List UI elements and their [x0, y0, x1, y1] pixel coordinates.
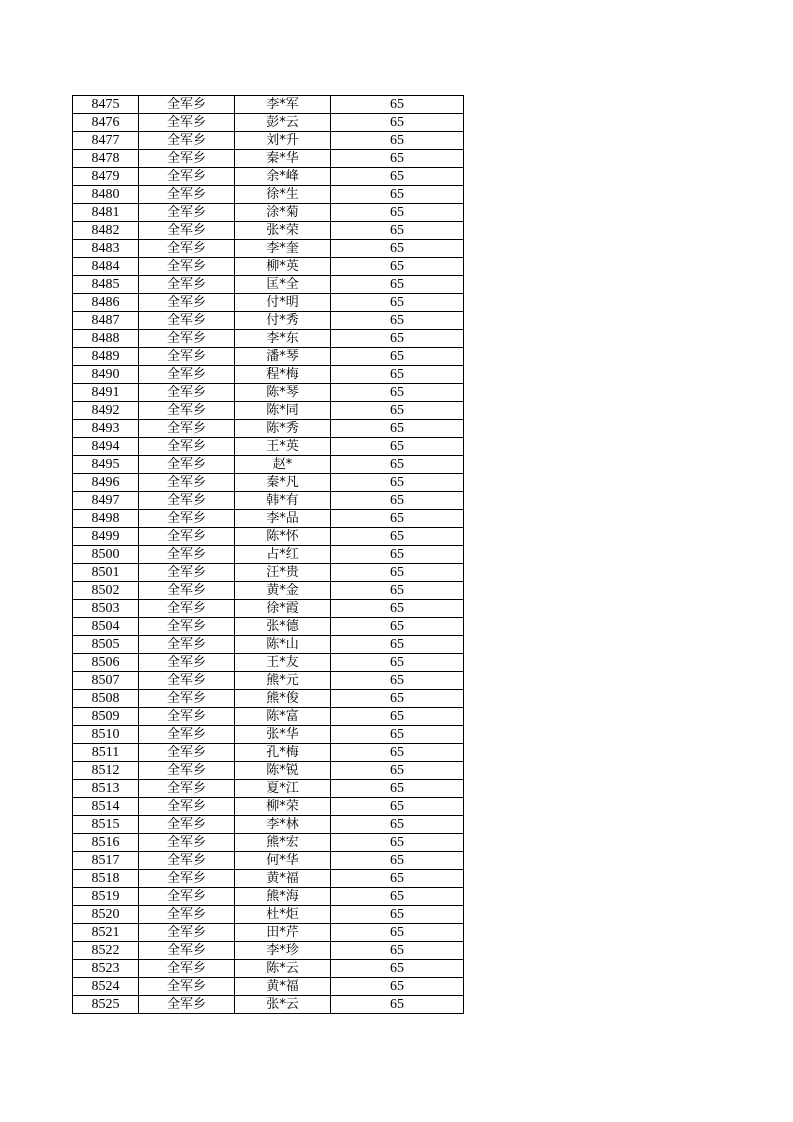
row-number-cell: 8499 [73, 528, 139, 546]
township-cell: 全军乡 [139, 834, 235, 852]
table-row [73, 906, 464, 924]
table-row [73, 942, 464, 960]
person-name-cell: 李*珍 [235, 942, 331, 960]
amount-cell: 65 [331, 636, 464, 654]
row-number-cell: 8513 [73, 780, 139, 798]
amount-cell: 65 [331, 150, 464, 168]
row-number-cell: 8514 [73, 798, 139, 816]
table-row [73, 870, 464, 888]
person-name-cell: 徐*生 [235, 186, 331, 204]
row-number-cell: 8497 [73, 492, 139, 510]
township-cell: 全军乡 [139, 582, 235, 600]
person-name-cell: 彭*云 [235, 114, 331, 132]
township-cell: 全军乡 [139, 924, 235, 942]
township-cell: 全军乡 [139, 618, 235, 636]
table-row [73, 204, 464, 222]
amount-cell: 65 [331, 366, 464, 384]
table-row [73, 150, 464, 168]
row-number-cell: 8517 [73, 852, 139, 870]
row-number-cell: 8505 [73, 636, 139, 654]
township-cell: 全军乡 [139, 546, 235, 564]
person-name-cell: 陈*云 [235, 960, 331, 978]
amount-cell: 65 [331, 456, 464, 474]
township-cell: 全军乡 [139, 852, 235, 870]
amount-cell: 65 [331, 312, 464, 330]
amount-cell: 65 [331, 870, 464, 888]
person-name-cell: 王*英 [235, 438, 331, 456]
amount-cell: 65 [331, 690, 464, 708]
row-number-cell: 8524 [73, 978, 139, 996]
amount-cell: 65 [331, 708, 464, 726]
table-row [73, 294, 464, 312]
table-row [73, 168, 464, 186]
amount-cell: 65 [331, 798, 464, 816]
table-row [73, 762, 464, 780]
amount-cell: 65 [331, 420, 464, 438]
township-cell: 全军乡 [139, 708, 235, 726]
table-row [73, 114, 464, 132]
table-row [73, 852, 464, 870]
amount-cell: 65 [331, 384, 464, 402]
table-row [73, 924, 464, 942]
row-number-cell: 8510 [73, 726, 139, 744]
roster-table [72, 95, 464, 1014]
table-row [73, 222, 464, 240]
roster-table-body [73, 96, 464, 1014]
row-number-cell: 8484 [73, 258, 139, 276]
person-name-cell: 张*德 [235, 618, 331, 636]
person-name-cell: 黄*金 [235, 582, 331, 600]
township-cell: 全军乡 [139, 528, 235, 546]
table-row [73, 402, 464, 420]
table-row [73, 636, 464, 654]
table-row [73, 258, 464, 276]
amount-cell: 65 [331, 330, 464, 348]
row-number-cell: 8480 [73, 186, 139, 204]
person-name-cell: 陈*同 [235, 402, 331, 420]
table-row [73, 474, 464, 492]
amount-cell: 65 [331, 996, 464, 1014]
person-name-cell: 汪*贵 [235, 564, 331, 582]
row-number-cell: 8504 [73, 618, 139, 636]
table-row [73, 384, 464, 402]
row-number-cell: 8492 [73, 402, 139, 420]
township-cell: 全军乡 [139, 744, 235, 762]
row-number-cell: 8483 [73, 240, 139, 258]
table-row [73, 510, 464, 528]
township-cell: 全军乡 [139, 672, 235, 690]
person-name-cell: 田*芹 [235, 924, 331, 942]
township-cell: 全军乡 [139, 420, 235, 438]
row-number-cell: 8508 [73, 690, 139, 708]
row-number-cell: 8489 [73, 348, 139, 366]
amount-cell: 65 [331, 672, 464, 690]
row-number-cell: 8476 [73, 114, 139, 132]
table-row [73, 492, 464, 510]
table-row [73, 816, 464, 834]
township-cell: 全军乡 [139, 132, 235, 150]
township-cell: 全军乡 [139, 258, 235, 276]
township-cell: 全军乡 [139, 960, 235, 978]
table-row [73, 978, 464, 996]
amount-cell: 65 [331, 834, 464, 852]
township-cell: 全军乡 [139, 726, 235, 744]
table-row [73, 276, 464, 294]
township-cell: 全军乡 [139, 978, 235, 996]
row-number-cell: 8478 [73, 150, 139, 168]
person-name-cell: 占*红 [235, 546, 331, 564]
township-cell: 全军乡 [139, 996, 235, 1014]
amount-cell: 65 [331, 924, 464, 942]
township-cell: 全军乡 [139, 186, 235, 204]
amount-cell: 65 [331, 888, 464, 906]
amount-cell: 65 [331, 546, 464, 564]
table-row [73, 438, 464, 456]
amount-cell: 65 [331, 978, 464, 996]
row-number-cell: 8477 [73, 132, 139, 150]
table-row [73, 834, 464, 852]
row-number-cell: 8521 [73, 924, 139, 942]
row-number-cell: 8520 [73, 906, 139, 924]
table-row [73, 132, 464, 150]
row-number-cell: 8485 [73, 276, 139, 294]
table-row [73, 582, 464, 600]
township-cell: 全军乡 [139, 474, 235, 492]
amount-cell: 65 [331, 510, 464, 528]
township-cell: 全军乡 [139, 816, 235, 834]
row-number-cell: 8481 [73, 204, 139, 222]
township-cell: 全军乡 [139, 654, 235, 672]
person-name-cell: 赵* [235, 456, 331, 474]
person-name-cell: 李*奎 [235, 240, 331, 258]
table-row [73, 456, 464, 474]
person-name-cell: 柳*英 [235, 258, 331, 276]
township-cell: 全军乡 [139, 798, 235, 816]
amount-cell: 65 [331, 186, 464, 204]
row-number-cell: 8500 [73, 546, 139, 564]
township-cell: 全军乡 [139, 96, 235, 114]
table-row [73, 672, 464, 690]
row-number-cell: 8501 [73, 564, 139, 582]
township-cell: 全军乡 [139, 690, 235, 708]
table-row [73, 618, 464, 636]
person-name-cell: 李*林 [235, 816, 331, 834]
amount-cell: 65 [331, 168, 464, 186]
row-number-cell: 8490 [73, 366, 139, 384]
person-name-cell: 李*品 [235, 510, 331, 528]
row-number-cell: 8479 [73, 168, 139, 186]
row-number-cell: 8516 [73, 834, 139, 852]
row-number-cell: 8523 [73, 960, 139, 978]
amount-cell: 65 [331, 654, 464, 672]
township-cell: 全军乡 [139, 942, 235, 960]
table-row [73, 546, 464, 564]
person-name-cell: 张*荣 [235, 222, 331, 240]
amount-cell: 65 [331, 222, 464, 240]
table-row [73, 996, 464, 1014]
person-name-cell: 付*明 [235, 294, 331, 312]
township-cell: 全军乡 [139, 276, 235, 294]
township-cell: 全军乡 [139, 870, 235, 888]
amount-cell: 65 [331, 582, 464, 600]
row-number-cell: 8515 [73, 816, 139, 834]
township-cell: 全军乡 [139, 348, 235, 366]
person-name-cell: 程*梅 [235, 366, 331, 384]
table-row [73, 528, 464, 546]
table-row [73, 186, 464, 204]
person-name-cell: 杜*炬 [235, 906, 331, 924]
township-cell: 全军乡 [139, 114, 235, 132]
person-name-cell: 黄*福 [235, 978, 331, 996]
amount-cell: 65 [331, 276, 464, 294]
table-row [73, 708, 464, 726]
person-name-cell: 李*军 [235, 96, 331, 114]
person-name-cell: 余*峰 [235, 168, 331, 186]
person-name-cell: 匡*全 [235, 276, 331, 294]
township-cell: 全军乡 [139, 384, 235, 402]
row-number-cell: 8512 [73, 762, 139, 780]
row-number-cell: 8503 [73, 600, 139, 618]
row-number-cell: 8487 [73, 312, 139, 330]
table-row [73, 726, 464, 744]
amount-cell: 65 [331, 780, 464, 798]
amount-cell: 65 [331, 528, 464, 546]
township-cell: 全军乡 [139, 906, 235, 924]
amount-cell: 65 [331, 906, 464, 924]
township-cell: 全军乡 [139, 636, 235, 654]
township-cell: 全军乡 [139, 780, 235, 798]
row-number-cell: 8475 [73, 96, 139, 114]
person-name-cell: 张*云 [235, 996, 331, 1014]
row-number-cell: 8495 [73, 456, 139, 474]
row-number-cell: 8511 [73, 744, 139, 762]
township-cell: 全军乡 [139, 312, 235, 330]
row-number-cell: 8506 [73, 654, 139, 672]
township-cell: 全军乡 [139, 402, 235, 420]
row-number-cell: 8496 [73, 474, 139, 492]
amount-cell: 65 [331, 258, 464, 276]
amount-cell: 65 [331, 564, 464, 582]
person-name-cell: 熊*元 [235, 672, 331, 690]
person-name-cell: 潘*琴 [235, 348, 331, 366]
amount-cell: 65 [331, 600, 464, 618]
township-cell: 全军乡 [139, 600, 235, 618]
person-name-cell: 孔*梅 [235, 744, 331, 762]
row-number-cell: 8525 [73, 996, 139, 1014]
amount-cell: 65 [331, 240, 464, 258]
table-row [73, 96, 464, 114]
person-name-cell: 夏*江 [235, 780, 331, 798]
table-row [73, 330, 464, 348]
table-row [73, 312, 464, 330]
row-number-cell: 8498 [73, 510, 139, 528]
table-row [73, 600, 464, 618]
amount-cell: 65 [331, 744, 464, 762]
person-name-cell: 陈*怀 [235, 528, 331, 546]
table-row [73, 690, 464, 708]
person-name-cell: 熊*宏 [235, 834, 331, 852]
township-cell: 全军乡 [139, 168, 235, 186]
person-name-cell: 熊*海 [235, 888, 331, 906]
person-name-cell: 徐*霞 [235, 600, 331, 618]
person-name-cell: 付*秀 [235, 312, 331, 330]
person-name-cell: 张*华 [235, 726, 331, 744]
table-row [73, 960, 464, 978]
person-name-cell: 王*友 [235, 654, 331, 672]
amount-cell: 65 [331, 114, 464, 132]
person-name-cell: 何*华 [235, 852, 331, 870]
person-name-cell: 陈*山 [235, 636, 331, 654]
township-cell: 全军乡 [139, 294, 235, 312]
township-cell: 全军乡 [139, 510, 235, 528]
row-number-cell: 8518 [73, 870, 139, 888]
township-cell: 全军乡 [139, 564, 235, 582]
row-number-cell: 8486 [73, 294, 139, 312]
table-row [73, 780, 464, 798]
person-name-cell: 刘*升 [235, 132, 331, 150]
person-name-cell: 熊*俊 [235, 690, 331, 708]
row-number-cell: 8522 [73, 942, 139, 960]
township-cell: 全军乡 [139, 438, 235, 456]
table-row [73, 366, 464, 384]
amount-cell: 65 [331, 474, 464, 492]
amount-cell: 65 [331, 348, 464, 366]
table-row [73, 564, 464, 582]
amount-cell: 65 [331, 618, 464, 636]
person-name-cell: 韩*有 [235, 492, 331, 510]
table-row [73, 888, 464, 906]
row-number-cell: 8482 [73, 222, 139, 240]
row-number-cell: 8502 [73, 582, 139, 600]
amount-cell: 65 [331, 726, 464, 744]
person-name-cell: 陈*琴 [235, 384, 331, 402]
township-cell: 全军乡 [139, 222, 235, 240]
person-name-cell: 陈*富 [235, 708, 331, 726]
amount-cell: 65 [331, 492, 464, 510]
amount-cell: 65 [331, 816, 464, 834]
township-cell: 全军乡 [139, 762, 235, 780]
amount-cell: 65 [331, 132, 464, 150]
township-cell: 全军乡 [139, 456, 235, 474]
township-cell: 全军乡 [139, 888, 235, 906]
person-name-cell: 陈*秀 [235, 420, 331, 438]
amount-cell: 65 [331, 438, 464, 456]
row-number-cell: 8488 [73, 330, 139, 348]
amount-cell: 65 [331, 942, 464, 960]
table-row [73, 348, 464, 366]
row-number-cell: 8491 [73, 384, 139, 402]
township-cell: 全军乡 [139, 330, 235, 348]
table-row [73, 744, 464, 762]
row-number-cell: 8494 [73, 438, 139, 456]
person-name-cell: 陈*锐 [235, 762, 331, 780]
amount-cell: 65 [331, 762, 464, 780]
amount-cell: 65 [331, 204, 464, 222]
amount-cell: 65 [331, 852, 464, 870]
table-row [73, 240, 464, 258]
person-name-cell: 秦*凡 [235, 474, 331, 492]
row-number-cell: 8507 [73, 672, 139, 690]
amount-cell: 65 [331, 960, 464, 978]
person-name-cell: 黄*福 [235, 870, 331, 888]
amount-cell: 65 [331, 96, 464, 114]
person-name-cell: 涂*菊 [235, 204, 331, 222]
township-cell: 全军乡 [139, 366, 235, 384]
row-number-cell: 8519 [73, 888, 139, 906]
township-cell: 全军乡 [139, 492, 235, 510]
township-cell: 全军乡 [139, 240, 235, 258]
person-name-cell: 柳*荣 [235, 798, 331, 816]
table-row [73, 654, 464, 672]
person-name-cell: 李*东 [235, 330, 331, 348]
amount-cell: 65 [331, 402, 464, 420]
table-row [73, 420, 464, 438]
row-number-cell: 8493 [73, 420, 139, 438]
township-cell: 全军乡 [139, 150, 235, 168]
township-cell: 全军乡 [139, 204, 235, 222]
amount-cell: 65 [331, 294, 464, 312]
row-number-cell: 8509 [73, 708, 139, 726]
table-row [73, 798, 464, 816]
person-name-cell: 秦*华 [235, 150, 331, 168]
